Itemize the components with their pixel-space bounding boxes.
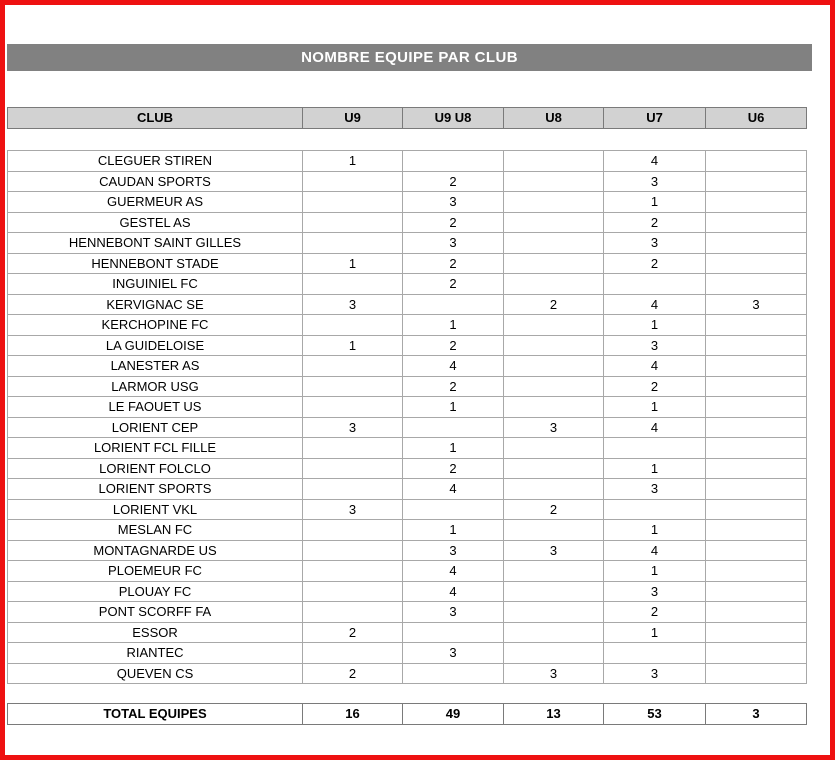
cell-club: PLOEMEUR FC [7, 560, 303, 582]
cell-club: LORIENT CEP [7, 417, 303, 439]
cell-u8: 3 [503, 663, 604, 685]
cell-u9-u8: 1 [402, 437, 504, 459]
table-row [7, 191, 807, 213]
table-row [7, 150, 807, 172]
cell-u9 [302, 540, 403, 562]
cell-u9 [302, 642, 403, 664]
column-header-club: CLUB [7, 107, 303, 129]
cell-u9-u8 [402, 622, 504, 644]
cell-u8 [503, 335, 604, 357]
cell-u6 [705, 663, 807, 685]
cell-club: GESTEL AS [7, 212, 303, 234]
table-row [7, 499, 807, 521]
cell-u7: 4 [603, 540, 706, 562]
cell-u6 [705, 273, 807, 295]
cell-u9 [302, 171, 403, 193]
total-u8: 13 [503, 703, 604, 725]
cell-u8 [503, 376, 604, 398]
cell-u7: 2 [603, 601, 706, 623]
table-row [7, 253, 807, 275]
cell-u9-u8: 2 [402, 376, 504, 398]
cell-club: LARMOR USG [7, 376, 303, 398]
cell-u7: 3 [603, 232, 706, 254]
cell-u8: 2 [503, 499, 604, 521]
cell-u8 [503, 273, 604, 295]
cell-u7: 1 [603, 191, 706, 213]
cell-u9 [302, 273, 403, 295]
cell-u8 [503, 642, 604, 664]
cell-u6: 3 [705, 294, 807, 316]
cell-u9-u8: 2 [402, 171, 504, 193]
cell-u9: 2 [302, 622, 403, 644]
cell-u7 [603, 499, 706, 521]
table-row [7, 601, 807, 623]
table-row [7, 642, 807, 664]
cell-u6 [705, 601, 807, 623]
cell-club: HENNEBONT SAINT GILLES [7, 232, 303, 254]
table-row [7, 396, 807, 418]
cell-u6 [705, 417, 807, 439]
cell-u6 [705, 458, 807, 480]
cell-u9-u8: 4 [402, 581, 504, 603]
cell-u8 [503, 437, 604, 459]
cell-u7: 1 [603, 560, 706, 582]
cell-u8 [503, 232, 604, 254]
cell-u9 [302, 232, 403, 254]
cell-u8 [503, 581, 604, 603]
cell-u9-u8 [402, 417, 504, 439]
cell-u9 [302, 376, 403, 398]
cell-u9 [302, 519, 403, 541]
cell-club: QUEVEN CS [7, 663, 303, 685]
club-table-body [7, 150, 807, 684]
cell-u9: 3 [302, 294, 403, 316]
cell-u7: 4 [603, 150, 706, 172]
cell-u6 [705, 396, 807, 418]
cell-u9-u8: 4 [402, 355, 504, 377]
cell-u7: 1 [603, 314, 706, 336]
cell-club: MESLAN FC [7, 519, 303, 541]
cell-club: LORIENT VKL [7, 499, 303, 521]
cell-u6 [705, 560, 807, 582]
cell-u6 [705, 253, 807, 275]
table-row [7, 294, 807, 316]
cell-u8 [503, 560, 604, 582]
cell-u9-u8: 3 [402, 191, 504, 213]
cell-club: PLOUAY FC [7, 581, 303, 603]
cell-u8 [503, 601, 604, 623]
cell-u9-u8: 2 [402, 273, 504, 295]
table-row [7, 519, 807, 541]
cell-u8 [503, 212, 604, 234]
cell-u8 [503, 355, 604, 377]
cell-u7 [603, 437, 706, 459]
cell-club: LE FAOUET US [7, 396, 303, 418]
cell-u7: 4 [603, 417, 706, 439]
cell-u7: 2 [603, 212, 706, 234]
cell-u6 [705, 478, 807, 500]
cell-u7: 2 [603, 376, 706, 398]
cell-u8 [503, 150, 604, 172]
table-row [7, 622, 807, 644]
cell-u9-u8: 3 [402, 232, 504, 254]
cell-u9 [302, 560, 403, 582]
cell-u6 [705, 437, 807, 459]
table-row [7, 355, 807, 377]
cell-u7: 1 [603, 622, 706, 644]
column-header-u9-u8: U9 U8 [402, 107, 504, 129]
table-row [7, 458, 807, 480]
cell-u9-u8: 3 [402, 601, 504, 623]
cell-u7: 3 [603, 478, 706, 500]
table-row [7, 581, 807, 603]
cell-u8 [503, 191, 604, 213]
column-header-u7: U7 [603, 107, 706, 129]
cell-u6 [705, 212, 807, 234]
table-row [7, 273, 807, 295]
cell-u7: 2 [603, 253, 706, 275]
cell-club: LA GUIDELOISE [7, 335, 303, 357]
table-row [7, 437, 807, 459]
column-header-u8: U8 [503, 107, 604, 129]
cell-club: LANESTER AS [7, 355, 303, 377]
cell-u9-u8: 1 [402, 396, 504, 418]
table-row [7, 376, 807, 398]
cell-u7: 4 [603, 294, 706, 316]
cell-u9 [302, 396, 403, 418]
cell-u9-u8 [402, 150, 504, 172]
cell-u6 [705, 150, 807, 172]
cell-club: ESSOR [7, 622, 303, 644]
cell-u8 [503, 478, 604, 500]
total-u9: 16 [302, 703, 403, 725]
total-u7: 53 [603, 703, 706, 725]
cell-club: KERVIGNAC SE [7, 294, 303, 316]
cell-u9 [302, 437, 403, 459]
cell-club: KERCHOPINE FC [7, 314, 303, 336]
cell-u9-u8: 2 [402, 335, 504, 357]
table-row [7, 171, 807, 193]
cell-u9 [302, 191, 403, 213]
cell-u9-u8: 2 [402, 253, 504, 275]
cell-u9: 3 [302, 499, 403, 521]
cell-u8: 3 [503, 540, 604, 562]
column-header-row [7, 107, 807, 129]
cell-u9 [302, 478, 403, 500]
cell-u6 [705, 314, 807, 336]
cell-u6 [705, 622, 807, 644]
cell-u6 [705, 519, 807, 541]
total-u9-u8: 49 [402, 703, 504, 725]
cell-club: CLEGUER STIREN [7, 150, 303, 172]
cell-u9 [302, 601, 403, 623]
cell-u9: 1 [302, 150, 403, 172]
cell-u9: 3 [302, 417, 403, 439]
cell-u7 [603, 642, 706, 664]
cell-u7: 1 [603, 396, 706, 418]
cell-u8 [503, 622, 604, 644]
cell-u9-u8 [402, 499, 504, 521]
cell-u6 [705, 376, 807, 398]
cell-u6 [705, 232, 807, 254]
cell-u9: 1 [302, 253, 403, 275]
cell-u7: 3 [603, 663, 706, 685]
cell-u8: 2 [503, 294, 604, 316]
cell-u9-u8: 3 [402, 540, 504, 562]
cell-u9-u8: 3 [402, 642, 504, 664]
cell-u8 [503, 314, 604, 336]
cell-club: CAUDAN SPORTS [7, 171, 303, 193]
cell-u9-u8 [402, 663, 504, 685]
cell-u7: 3 [603, 335, 706, 357]
table-row [7, 540, 807, 562]
cell-u8 [503, 396, 604, 418]
cell-u7: 3 [603, 171, 706, 193]
total-label: TOTAL EQUIPES [7, 703, 303, 725]
cell-club: LORIENT FOLCLO [7, 458, 303, 480]
table-row [7, 314, 807, 336]
table-row [7, 478, 807, 500]
page-title: NOMBRE EQUIPE PAR CLUB [7, 44, 812, 71]
total-u6: 3 [705, 703, 807, 725]
cell-u9 [302, 355, 403, 377]
cell-u6 [705, 335, 807, 357]
table-row [7, 232, 807, 254]
cell-u6 [705, 355, 807, 377]
cell-u7: 1 [603, 519, 706, 541]
cell-u9 [302, 581, 403, 603]
cell-u6 [705, 171, 807, 193]
cell-u8: 3 [503, 417, 604, 439]
table-row [7, 212, 807, 234]
cell-u8 [503, 519, 604, 541]
column-header-u9: U9 [302, 107, 403, 129]
cell-club: HENNEBONT STADE [7, 253, 303, 275]
cell-u6 [705, 642, 807, 664]
cell-u6 [705, 191, 807, 213]
cell-u8 [503, 253, 604, 275]
cell-u9 [302, 212, 403, 234]
cell-u6 [705, 540, 807, 562]
table-row [7, 417, 807, 439]
cell-u6 [705, 581, 807, 603]
cell-u7 [603, 273, 706, 295]
cell-u9-u8: 4 [402, 560, 504, 582]
table-row [7, 663, 807, 685]
cell-u9-u8 [402, 294, 504, 316]
cell-u8 [503, 171, 604, 193]
cell-u9-u8: 2 [402, 212, 504, 234]
cell-u9 [302, 314, 403, 336]
cell-u9 [302, 458, 403, 480]
cell-u7: 4 [603, 355, 706, 377]
cell-u9-u8: 2 [402, 458, 504, 480]
cell-club: RIANTEC [7, 642, 303, 664]
cell-u9-u8: 1 [402, 519, 504, 541]
cell-u9-u8: 1 [402, 314, 504, 336]
cell-club: LORIENT SPORTS [7, 478, 303, 500]
table-row [7, 560, 807, 582]
cell-u7: 3 [603, 581, 706, 603]
cell-u9: 2 [302, 663, 403, 685]
table-row [7, 335, 807, 357]
cell-club: INGUINIEL FC [7, 273, 303, 295]
cell-u6 [705, 499, 807, 521]
cell-club: MONTAGNARDE US [7, 540, 303, 562]
column-header-u6: U6 [705, 107, 807, 129]
total-row [7, 703, 807, 725]
cell-u8 [503, 458, 604, 480]
cell-u9-u8: 4 [402, 478, 504, 500]
cell-u9: 1 [302, 335, 403, 357]
cell-club: GUERMEUR AS [7, 191, 303, 213]
cell-club: LORIENT FCL FILLE [7, 437, 303, 459]
cell-club: PONT SCORFF FA [7, 601, 303, 623]
cell-u7: 1 [603, 458, 706, 480]
